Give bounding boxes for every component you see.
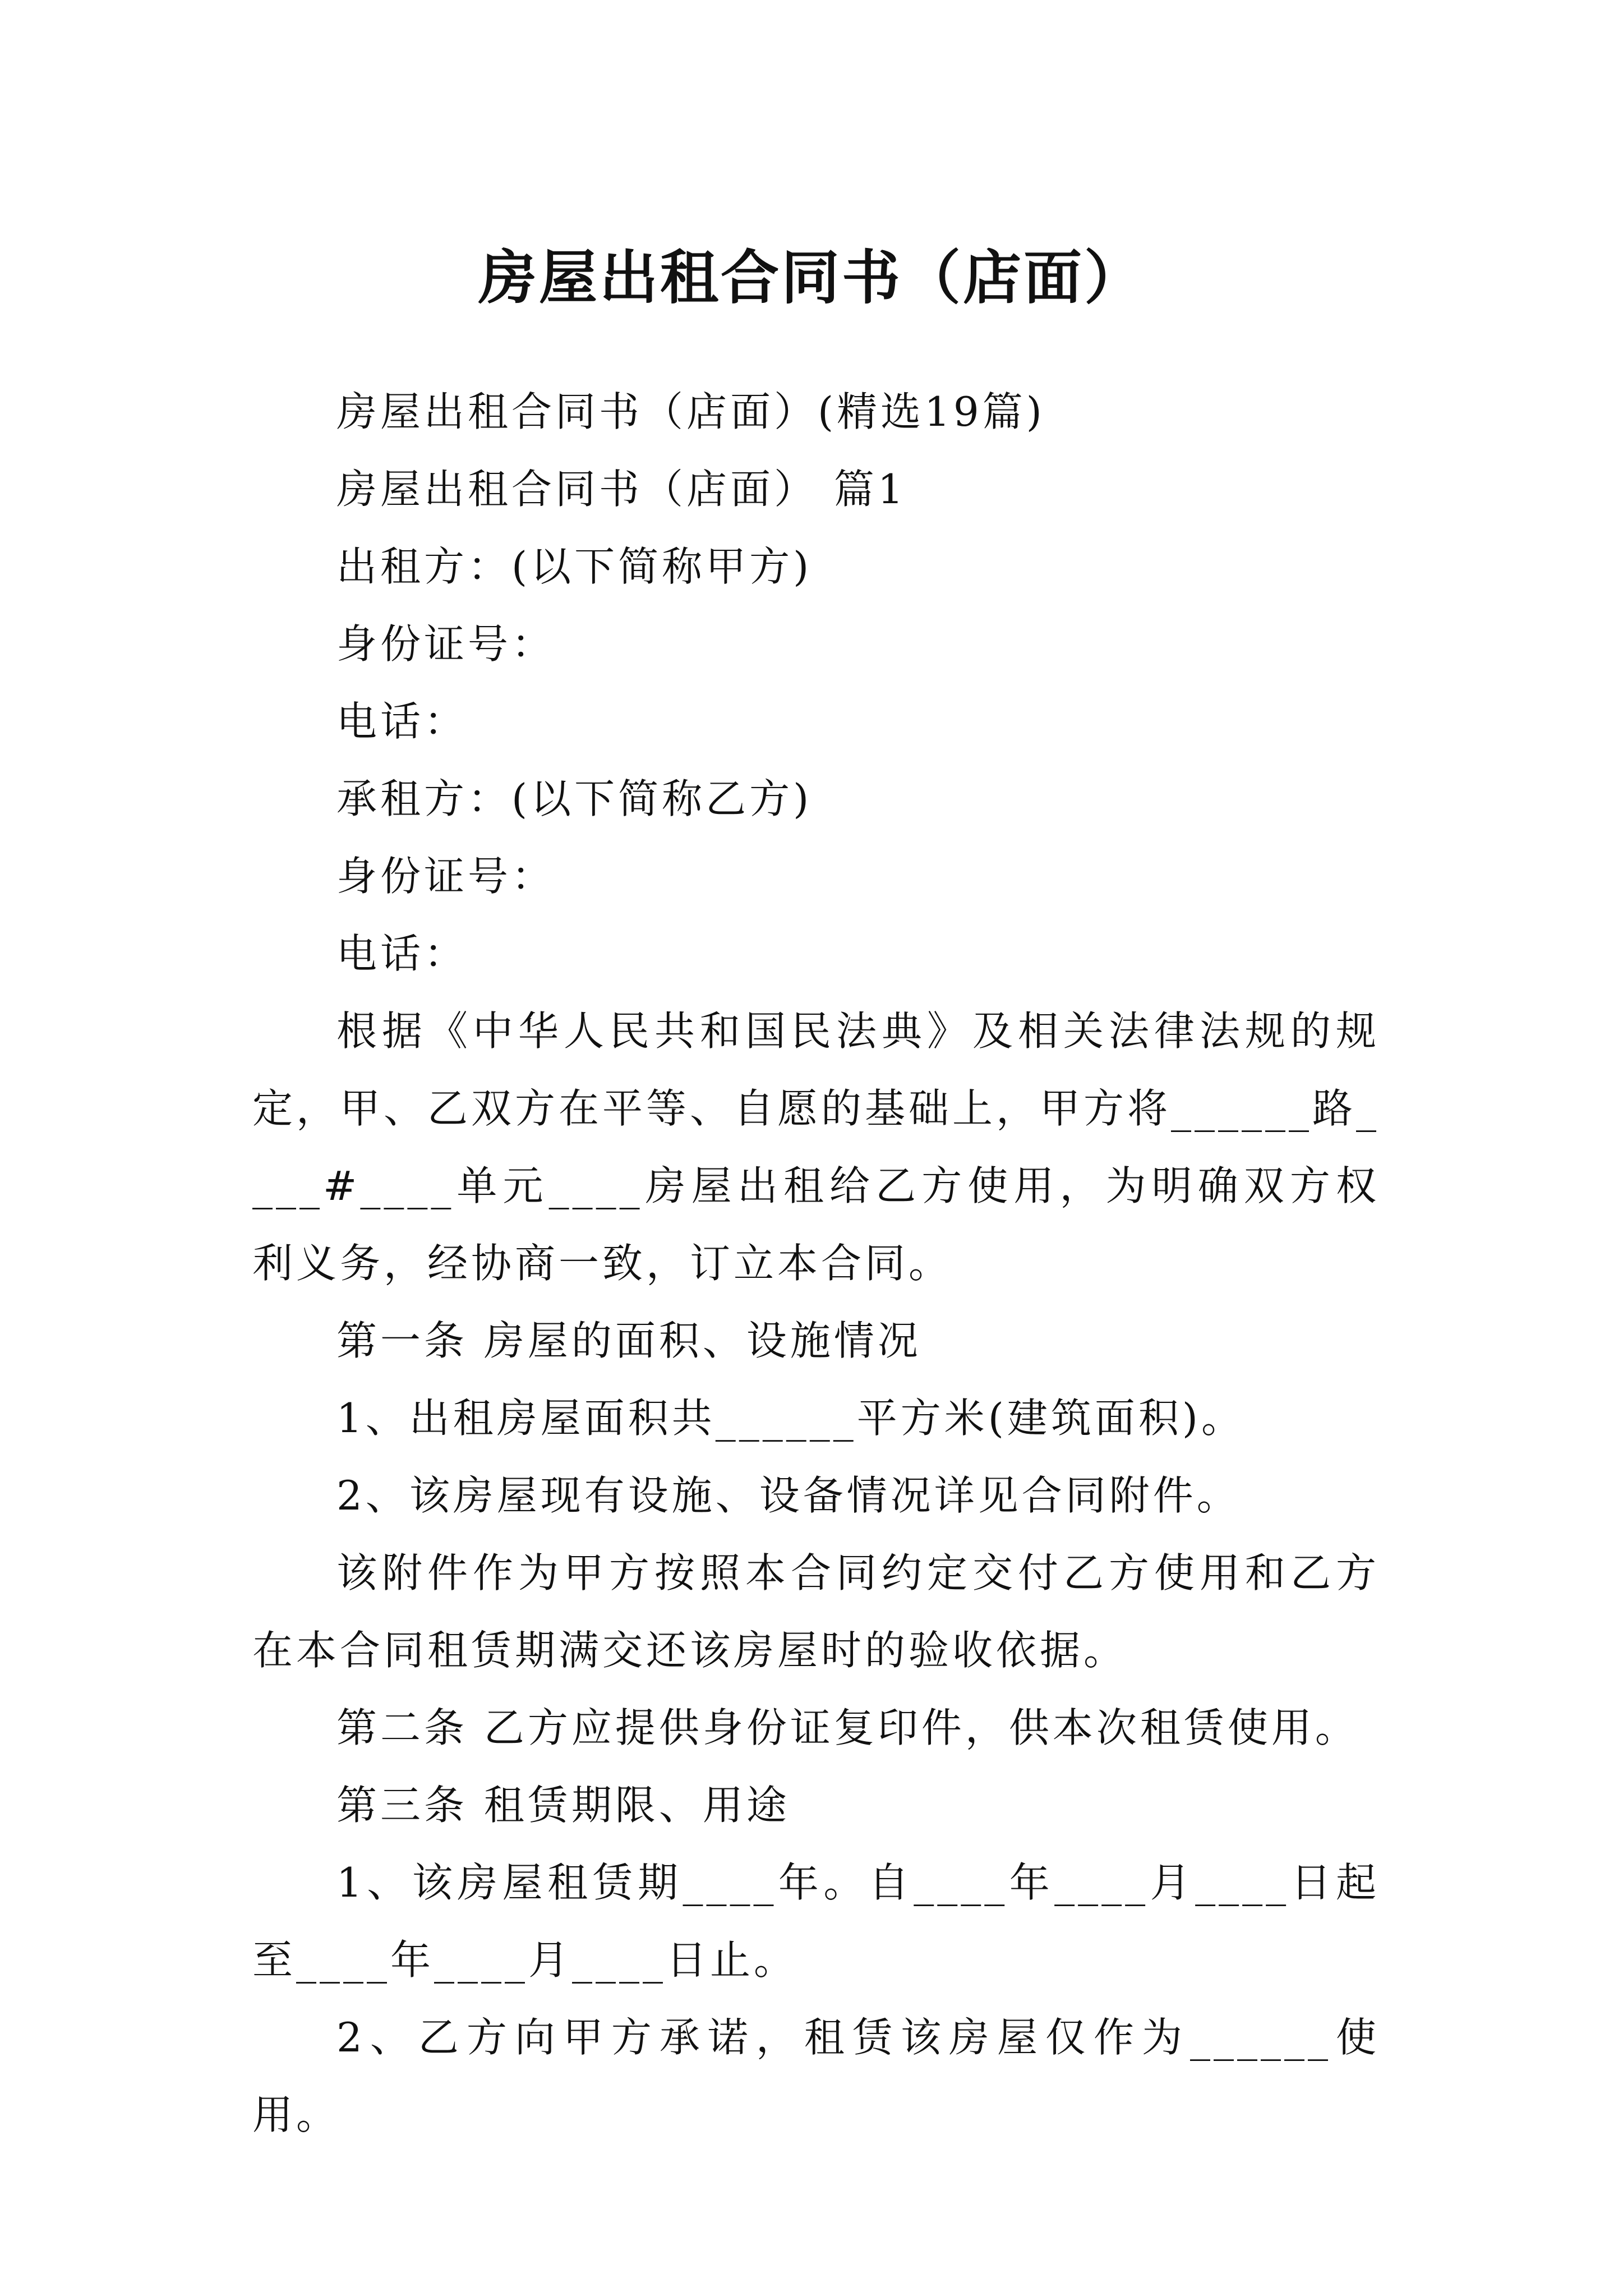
paragraph-article-1-item-2: 2、该房屋现有设施、设备情况详见合同附件。 (336, 1472, 1241, 1519)
paragraph-article-1-item-1: 1、出租房屋面积共______平方米(建筑面积)。 (336, 1395, 1245, 1442)
document-body (252, 373, 1380, 2154)
paragraph-section-heading: 房屋出租合同书（店面） 篇1 (336, 466, 907, 513)
paragraph-lessee-id: 身份证号： (336, 853, 556, 900)
paragraph-article-1-annex: 该附件作为甲方按照本合同约定交付乙方使用和乙方在本合同租赁期满交还该房屋时的验收依据。 (252, 1549, 1380, 1674)
paragraph-subtitle: 房屋出租合同书（店面）(精选19篇) (336, 388, 1045, 435)
paragraph-lessee: 承租方：(以下简称乙方) (336, 775, 813, 822)
paragraph-article-3-item-1: 1、该房屋租赁期____年。自____年____月____日起至____年____月____日止。 (252, 1859, 1380, 1984)
paragraph-lessor-id: 身份证号： (336, 620, 556, 668)
paragraph-article-1: 第一条 房屋的面积、设施情况 (336, 1317, 921, 1364)
paragraph-article-3: 第三条 租赁期限、用途 (336, 1782, 790, 1829)
paragraph-article-2: 第二条 乙方应提供身份证复印件，供本次租赁使用。 (336, 1704, 1359, 1751)
document-title: 房屋出租合同书（店面） (478, 243, 1145, 312)
paragraph-preamble: 根据《中华人民共和国民法典》及相关法律法规的规定，甲、乙双方在平等、自愿的基础上，甲方将______路____#____单元____房屋出租给乙方使用，为明确双方权利义务，经协商一致，订立本合同。 (252, 1007, 1380, 1287)
paragraph-lessee-phone: 电话： (336, 930, 468, 977)
paragraph-article-3-item-2: 2、乙方向甲方承诺，租赁该房屋仅作为______使用。 (252, 2014, 1380, 2138)
paragraph-lessor-phone: 电话： (336, 698, 468, 745)
paragraph-lessor: 出租方：(以下简称甲方) (336, 543, 813, 590)
